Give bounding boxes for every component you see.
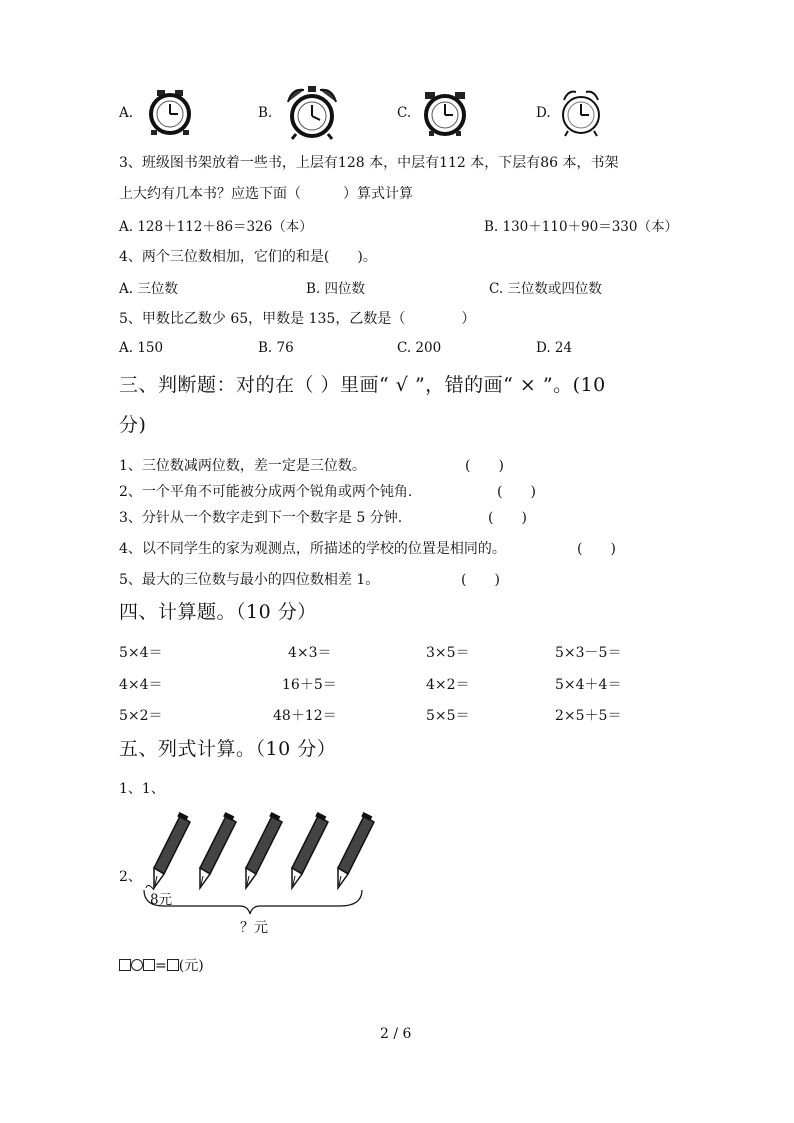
q5-option-a: A. 150: [119, 340, 164, 356]
total-brace: [144, 890, 362, 914]
q4-option-a: A. 三位数: [119, 281, 178, 297]
q5-option-b: B. 76: [258, 340, 294, 356]
judge-item-3-blank[interactable]: ( ): [488, 510, 527, 526]
calc-r1-c4: 5×3－5＝: [555, 645, 622, 661]
calc-r2-c3: 4×2＝: [426, 677, 470, 693]
calc-r3-c3: 5×5＝: [426, 708, 470, 724]
calc-r1-c2: 4×3＝: [288, 645, 332, 661]
calc-r2-c4: 5×4＋4＝: [555, 677, 622, 693]
problem-2-label: 2、: [119, 869, 142, 885]
answer-box[interactable]: [143, 959, 155, 971]
judge-item-1: 1、三位数减两位数，差一定是三位数。: [119, 458, 366, 474]
problem-1-label: 1、1、: [119, 781, 165, 797]
calc-r1-c3: 3×5＝: [426, 645, 470, 661]
operator-circle[interactable]: [131, 959, 143, 971]
judge-item-2-blank[interactable]: ( ): [497, 484, 536, 500]
q2-option-b-label: B.: [258, 105, 273, 121]
pen-icon: [200, 812, 236, 888]
pen-icon: [338, 812, 374, 888]
pen-icon: [154, 812, 190, 888]
unit-price-label: 8元: [150, 892, 173, 908]
q4-stem: 4、两个三位数相加，它们的和是( )。: [119, 249, 377, 265]
section4-heading: 四、计算题。（10 分）: [119, 601, 317, 623]
calc-r3-c1: 5×2＝: [119, 708, 163, 724]
judge-item-5-blank[interactable]: ( ): [461, 572, 500, 588]
judge-item-3: 3、分针从一个数字走到下一个数字是 5 分钟.: [119, 510, 403, 526]
answer-template[interactable]: = (元): [119, 955, 204, 975]
pen-icon: [246, 812, 282, 888]
pen-icon: [292, 812, 328, 888]
page-number: 2 / 6: [380, 1026, 412, 1042]
q5-option-c: C. 200: [397, 340, 442, 356]
q3-option-a: A. 128＋112＋86＝326（本）: [119, 219, 313, 235]
clock-icon-a: [145, 88, 195, 138]
section3-heading-cont: 分): [119, 414, 147, 436]
judge-item-1-blank[interactable]: ( ): [465, 458, 504, 474]
pens-illustration: [140, 810, 380, 915]
calc-r1-c1: 5×4＝: [119, 645, 163, 661]
judge-item-2: 2、一个平角不可能被分成两个锐角或两个钝角.: [119, 484, 413, 500]
calc-r2-c2: 16＋5＝: [282, 677, 337, 693]
q3-stem-line2: 上大约有几本书？应选下面（ ）算式计算: [119, 186, 413, 202]
calc-r3-c2: 48＋12＝: [273, 708, 337, 724]
judge-item-5: 5、最大的三位数与最小的四位数相差 1。: [119, 572, 380, 588]
alarm-clock-icon-b: [284, 84, 340, 140]
q4-option-c: C. 三位数或四位数: [489, 281, 602, 297]
judge-item-4: 4、以不同学生的家为观测点，所描述的学校的位置是相同的。: [119, 541, 506, 557]
clock-icon-d: [558, 86, 604, 138]
section5-heading: 五、列式计算。（10 分）: [119, 738, 337, 760]
clock-icon-c: [421, 90, 469, 138]
q3-option-b: B. 130＋110＋90＝330（本）: [484, 219, 678, 235]
section3-heading: 三、判断题：对的在（ ）里画“ √ ”，错的画“ × ”。(10: [119, 374, 606, 396]
q3-stem-line1: 3、班级图书架放着一些书，上层有128 本，中层有112 本，下层有86 本，书架: [119, 155, 619, 171]
answer-unit: (元): [178, 958, 204, 974]
q4-option-b: B. 四位数: [306, 281, 366, 297]
q5-stem: 5、甲数比乙数少 65，甲数是 135，乙数是（ ）: [119, 311, 476, 327]
calc-r2-c1: 4×4＝: [119, 677, 163, 693]
q5-option-d: D. 24: [536, 340, 573, 356]
q2-option-d-label: D.: [536, 105, 551, 121]
answer-box[interactable]: [167, 959, 179, 971]
calc-r3-c4: 2×5＋5＝: [555, 708, 622, 724]
q2-option-c-label: C.: [397, 105, 412, 121]
answer-box[interactable]: [119, 959, 131, 971]
judge-item-4-blank[interactable]: ( ): [577, 541, 616, 557]
total-price-label: ？元: [240, 920, 268, 936]
q2-option-a-label: A.: [119, 105, 134, 121]
